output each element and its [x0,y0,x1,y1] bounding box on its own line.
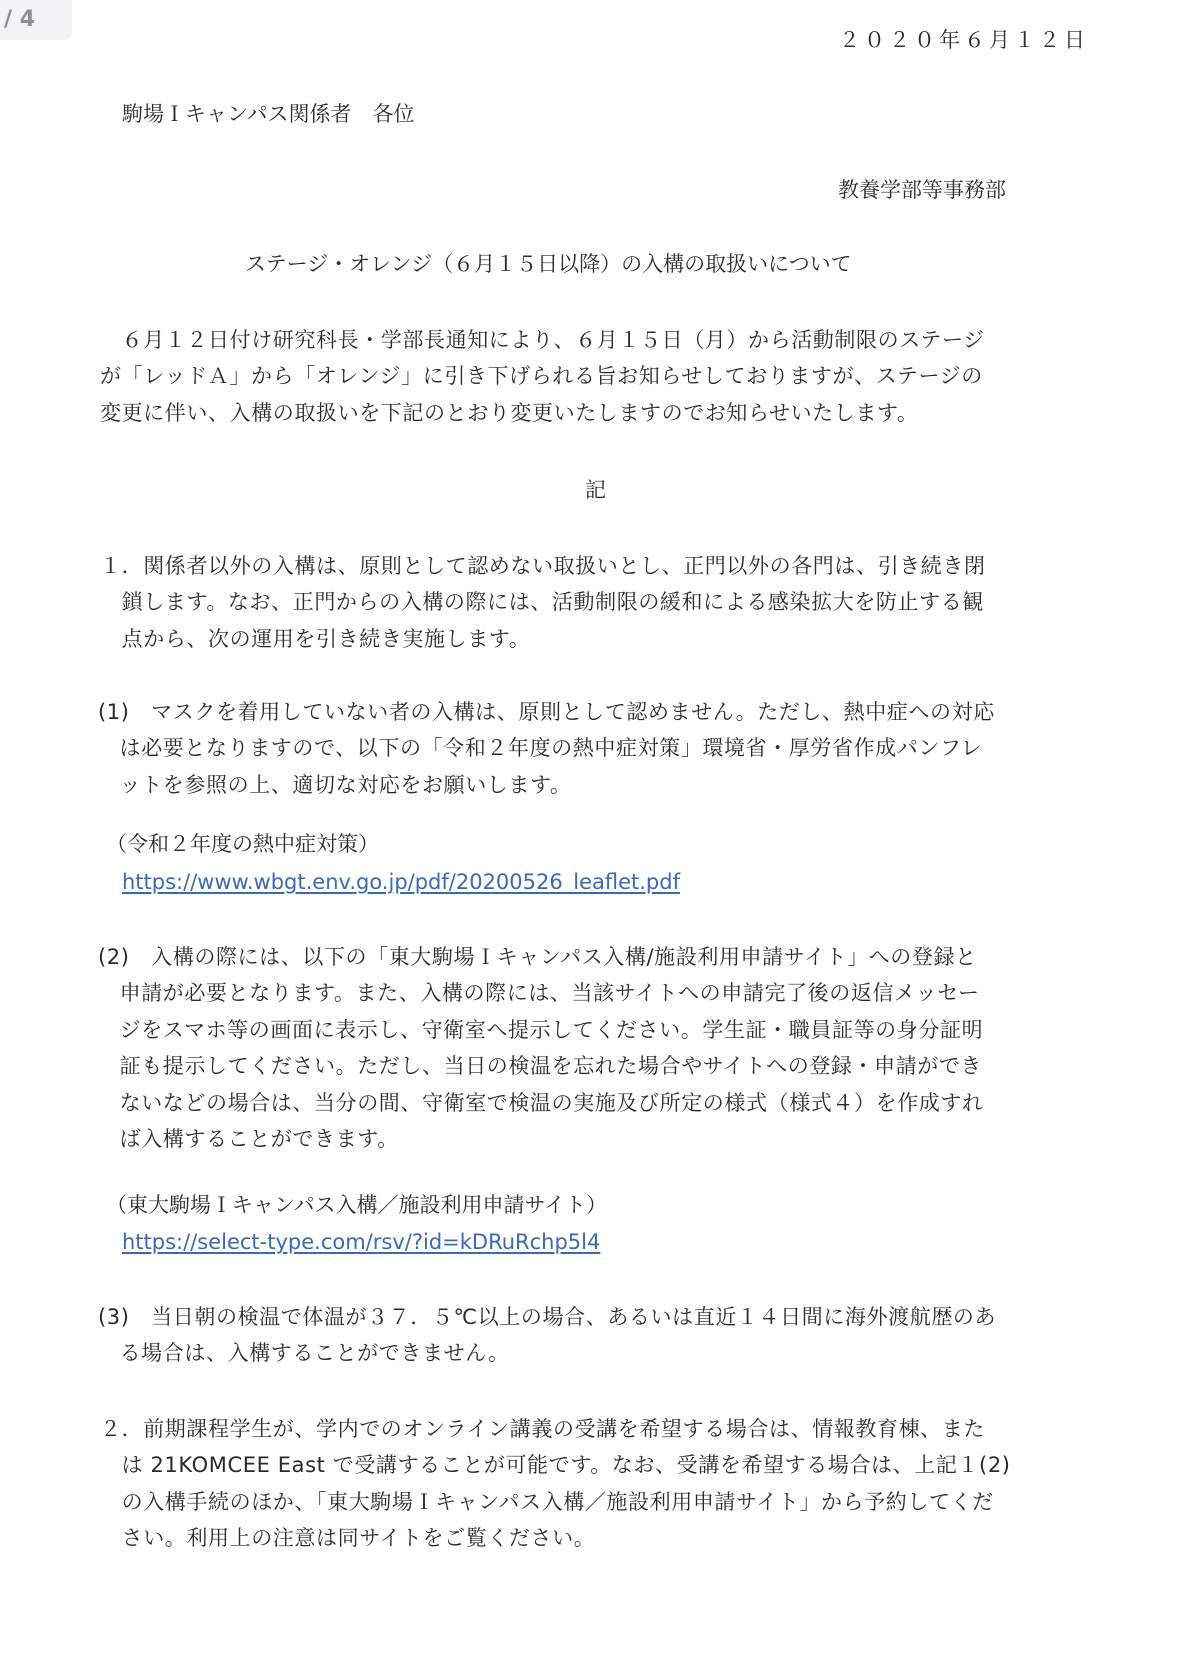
application-site-link[interactable]: https://select-type.com/rsv/?id=kDRuRchp5l4 [122,1230,601,1254]
text-line: る場合は、入構することができません。 [98,1341,510,1366]
reference-label-heatstroke: （令和２年度の熱中症対策） [106,832,379,856]
text-line: が「レッドＡ」から「オレンジ」に引き下げられる旨お知らせしておりますが、ステージの [100,364,983,389]
section-2 [100,1411,1011,1557]
page-indicator: / 4 [0,0,72,40]
text-line: 申請が必要となります。また、入構の際には、当該サイトへの申請完了後の返信メッセー [98,981,980,1006]
ki-heading: 記 [585,478,606,502]
text-line: ジをスマホ等の画面に表示し、守衛室へ提示してください。学生証・職員証等の身分証明 [98,1017,984,1042]
text-line: ６月１２日付け研究科長・学部長通知により、６月１５日（月）から活動制限のステージ [100,328,985,352]
item-2 [98,939,984,1157]
heatstroke-leaflet-link[interactable]: https://www.wbgt.env.go.jp/pdf/20200526_leaflet.pdf [122,870,680,894]
text-line: さい。利用上の注意は同サイトをご覧ください。 [100,1526,596,1551]
text-line: ば入構することができます。 [98,1127,399,1152]
document-date: ２０２０年６月１２日 [839,28,1089,52]
text-line: の入構手続のほか、「東大駒場Ｉキャンパス入構／施設利用申請サイト」から予約してくだ [100,1489,994,1514]
text-line: (1) マスクを着用していない者の入構は、原則として認めません。ただし、熱中症への対応 [98,700,995,724]
text-line: 証も提示してください。ただし、当日の検温を忘れた場合やサイトへの登録・申請ができ [98,1054,983,1079]
text-line: (2) 入構の際には、以下の「東大駒場Ｉキャンパス入構/施設利用申請サイト」への登録と [98,945,977,969]
text-line: は 21KOMCEE East で受講することが可能です。なお、受講を希望する場合は、上記１(2) [100,1453,1011,1478]
reference-link-site[interactable] [122,1224,600,1261]
text-line: ないなどの場合は、当分の間、守衛室で検温の実施及び所定の様式（様式４）を作成すれ [98,1090,984,1115]
addressee: 駒場Ｉキャンパス関係者 各位 [122,102,415,126]
text-line: 点から、次の運用を引き続き実施します。 [100,626,531,651]
item-1 [98,694,995,803]
text-line: １．関係者以外の入構は、原則として認めない取扱いとし、正門以外の各門は、引き続き閉 [100,554,986,578]
text-line: は必要となりますので、以下の「令和２年度の熱中症対策」環境省・厚労省作成パンフレ [98,736,983,761]
document-title: ステージ・オレンジ（６月１５日以降）の入構の取扱いについて [245,252,852,276]
text-line: 鎖します。なお、正門からの入構の際には、活動制限の緩和による感染拡大を防止する観 [100,590,984,615]
text-line: ２．前期課程学生が、学内でのオンライン講義の受講を希望する場合は、情報教育棟、また [100,1417,985,1441]
reference-link-heatstroke[interactable] [122,864,680,901]
sender: 教養学部等事務部 [838,178,1006,202]
text-line: (3) 当日朝の検温で体温が３７．５℃以上の場合、あるいは直近１４日間に海外渡航歴のあ [98,1305,997,1329]
text-line: 変更に伴い、入構の取扱いを下記のとおり変更いたしますのでお知らせいたします。 [100,400,919,425]
intro-paragraph [100,322,985,431]
text-line: ットを参照の上、適切な対応をお願いします。 [98,772,572,797]
section-1 [100,548,986,657]
reference-label-site: （東大駒場Ｉキャンパス入構／施設利用申請サイト） [106,1193,608,1217]
item-3 [98,1299,996,1372]
